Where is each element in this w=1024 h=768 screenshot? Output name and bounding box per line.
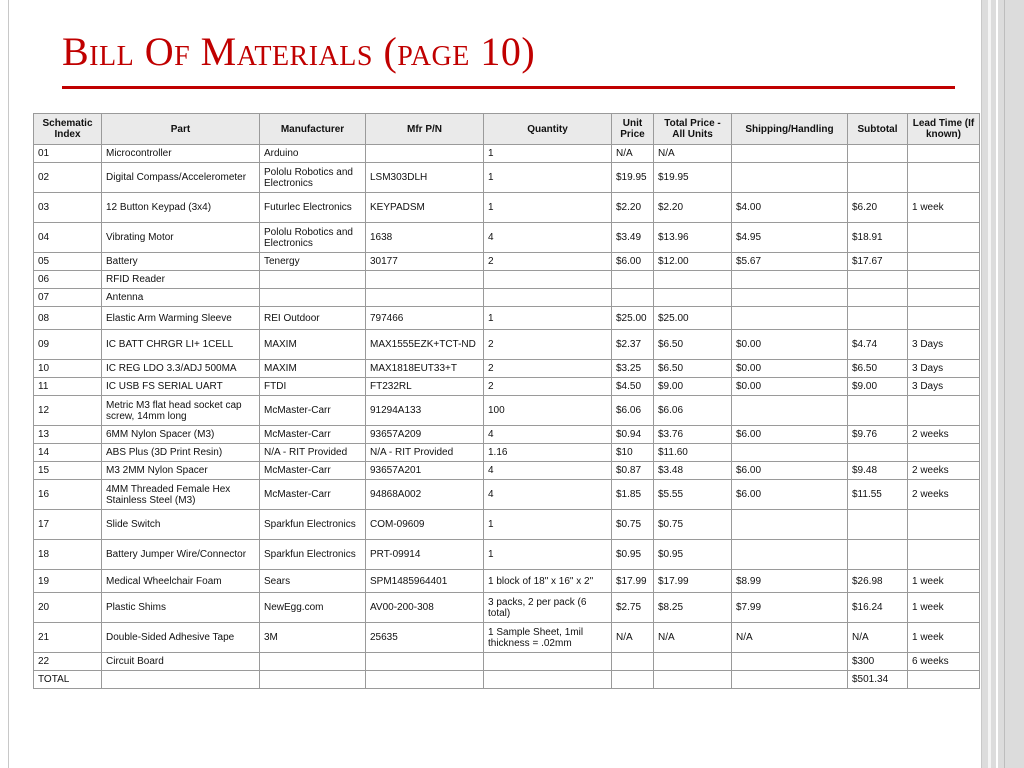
table-cell [732, 163, 848, 193]
table-cell [848, 145, 908, 163]
table-cell: $9.76 [848, 426, 908, 444]
table-cell: MAX1818EUT33+T [366, 360, 484, 378]
table-cell: 6MM Nylon Spacer (M3) [102, 426, 260, 444]
table-row [34, 360, 980, 378]
table-cell: $25.00 [654, 307, 732, 330]
table-row [34, 253, 980, 271]
table-cell [732, 444, 848, 462]
table-cell [908, 307, 980, 330]
table-cell: $3.48 [654, 462, 732, 480]
table-cell: Battery Jumper Wire/Connector [102, 540, 260, 570]
table-cell: $9.48 [848, 462, 908, 480]
table-cell: Metric M3 flat head socket cap screw, 14mm long [102, 396, 260, 426]
table-cell: $6.06 [654, 396, 732, 426]
table-cell: SPM1485964401 [366, 570, 484, 593]
table-cell: 797466 [366, 307, 484, 330]
table-row [34, 653, 980, 671]
table-cell: 1 week [908, 593, 980, 623]
table-cell [102, 671, 260, 689]
table-cell: FTDI [260, 378, 366, 396]
table-cell: $4.95 [732, 223, 848, 253]
table-cell: $25.00 [612, 307, 654, 330]
table-cell: $19.95 [654, 163, 732, 193]
table-row [34, 593, 980, 623]
table-cell [732, 510, 848, 540]
column-header: Subtotal [848, 114, 908, 145]
table-cell: 93657A209 [366, 426, 484, 444]
table-cell: 11 [34, 378, 102, 396]
table-cell: 4 [484, 223, 612, 253]
table-cell: 4 [484, 426, 612, 444]
table-cell: 91294A133 [366, 396, 484, 426]
table-row [34, 289, 980, 307]
table-cell: $2.20 [612, 193, 654, 223]
table-cell [908, 223, 980, 253]
table-row [34, 163, 980, 193]
table-cell: 3 Days [908, 378, 980, 396]
table-cell: Pololu Robotics and Electronics [260, 223, 366, 253]
table-cell: 25635 [366, 623, 484, 653]
table-cell: ABS Plus (3D Print Resin) [102, 444, 260, 462]
table-cell [366, 671, 484, 689]
table-cell [732, 289, 848, 307]
table-cell: $19.95 [612, 163, 654, 193]
table-cell: Tenergy [260, 253, 366, 271]
table-cell [260, 653, 366, 671]
table-cell: 2 [484, 253, 612, 271]
table-cell: 30177 [366, 253, 484, 271]
table-cell: $300 [848, 653, 908, 671]
table-cell [848, 396, 908, 426]
table-cell [654, 289, 732, 307]
column-header: Schematic Index [34, 114, 102, 145]
table-row [34, 145, 980, 163]
table-row [34, 462, 980, 480]
table-cell [260, 671, 366, 689]
table-cell: 2 weeks [908, 480, 980, 510]
table-cell: $5.67 [732, 253, 848, 271]
table-cell: 20 [34, 593, 102, 623]
table-cell [908, 540, 980, 570]
table-cell: $3.25 [612, 360, 654, 378]
table-cell: $17.99 [654, 570, 732, 593]
table-cell: N/A [654, 623, 732, 653]
table-cell: 100 [484, 396, 612, 426]
table-cell [484, 671, 612, 689]
table-cell: $0.75 [654, 510, 732, 540]
table-cell: $0.00 [732, 378, 848, 396]
table-cell [654, 653, 732, 671]
table-cell: Microcontroller [102, 145, 260, 163]
table-cell: NewEgg.com [260, 593, 366, 623]
table-cell: 10 [34, 360, 102, 378]
table-cell: 19 [34, 570, 102, 593]
table-row [34, 444, 980, 462]
table-cell: $6.00 [732, 480, 848, 510]
table-cell: 12 Button Keypad (3x4) [102, 193, 260, 223]
table-cell: 1.16 [484, 444, 612, 462]
table-cell: McMaster-Carr [260, 480, 366, 510]
table-cell: TOTAL [34, 671, 102, 689]
table-cell: IC USB FS SERIAL UART [102, 378, 260, 396]
table-cell [848, 444, 908, 462]
table-cell [654, 271, 732, 289]
table-cell: 18 [34, 540, 102, 570]
table-cell: $26.98 [848, 570, 908, 593]
table-cell [484, 271, 612, 289]
table-cell [908, 396, 980, 426]
table-cell: Arduino [260, 145, 366, 163]
table-cell: N/A [732, 623, 848, 653]
table-cell: $8.99 [732, 570, 848, 593]
table-cell: LSM303DLH [366, 163, 484, 193]
table-cell: 2 [484, 330, 612, 360]
table-cell: $9.00 [654, 378, 732, 396]
table-cell [366, 289, 484, 307]
table-row [34, 330, 980, 360]
table-cell: Sears [260, 570, 366, 593]
table-cell: 1 [484, 145, 612, 163]
table-cell: $2.75 [612, 593, 654, 623]
table-cell: 2 weeks [908, 426, 980, 444]
table-cell [732, 145, 848, 163]
table-cell: IC BATT CHRGR LI+ 1CELL [102, 330, 260, 360]
table-cell: Digital Compass/Accelerometer [102, 163, 260, 193]
table-cell: $0.87 [612, 462, 654, 480]
table-cell: 16 [34, 480, 102, 510]
table-row [34, 570, 980, 593]
table-cell: 3M [260, 623, 366, 653]
table-cell [484, 289, 612, 307]
table-cell: $13.96 [654, 223, 732, 253]
bill-of-materials-table [33, 113, 980, 689]
table-cell: 14 [34, 444, 102, 462]
table-row [34, 378, 980, 396]
table-cell: McMaster-Carr [260, 426, 366, 444]
table-cell: $9.00 [848, 378, 908, 396]
table-cell [612, 653, 654, 671]
table-cell: N/A [654, 145, 732, 163]
table-cell: $1.85 [612, 480, 654, 510]
table-cell: 03 [34, 193, 102, 223]
table-cell: N/A [612, 145, 654, 163]
table-cell [908, 163, 980, 193]
table-cell [732, 307, 848, 330]
column-header: Manufacturer [260, 114, 366, 145]
table-cell: $6.06 [612, 396, 654, 426]
column-header: Part [102, 114, 260, 145]
page-title: Bill Of Materials (page 10) [62, 29, 536, 74]
table-cell: $6.50 [848, 360, 908, 378]
table-cell: COM-09609 [366, 510, 484, 540]
table-cell: $0.95 [654, 540, 732, 570]
column-header: Unit Price [612, 114, 654, 145]
table-cell: $11.60 [654, 444, 732, 462]
column-header: Total Price - All Units [654, 114, 732, 145]
table-cell: 07 [34, 289, 102, 307]
table-cell [612, 271, 654, 289]
table-header-row [34, 114, 980, 145]
table-row [34, 623, 980, 653]
table-cell: $6.20 [848, 193, 908, 223]
table-cell [260, 271, 366, 289]
table-cell [612, 671, 654, 689]
table-cell: Vibrating Motor [102, 223, 260, 253]
table-row [34, 540, 980, 570]
table-cell: $0.00 [732, 330, 848, 360]
table-cell: 17 [34, 510, 102, 540]
table-cell: 13 [34, 426, 102, 444]
table-cell: $10 [612, 444, 654, 462]
table-cell [908, 289, 980, 307]
table-body [34, 145, 980, 689]
table-cell [260, 289, 366, 307]
table-cell: Elastic Arm Warming Sleeve [102, 307, 260, 330]
table-cell: Plastic Shims [102, 593, 260, 623]
table-cell: 1 block of 18" x 16" x 2" [484, 570, 612, 593]
table-cell [732, 396, 848, 426]
table-row [34, 396, 980, 426]
table-cell: $0.94 [612, 426, 654, 444]
table-cell: 08 [34, 307, 102, 330]
table-row [34, 426, 980, 444]
table-cell: $6.50 [654, 330, 732, 360]
table-cell: Battery [102, 253, 260, 271]
table-cell: Futurlec Electronics [260, 193, 366, 223]
table-cell: 4 [484, 462, 612, 480]
table-cell: 06 [34, 271, 102, 289]
table-cell: 1 [484, 163, 612, 193]
table-cell: 1 [484, 510, 612, 540]
table-cell: McMaster-Carr [260, 462, 366, 480]
table-cell: N/A - RIT Provided [260, 444, 366, 462]
table-cell: Medical Wheelchair Foam [102, 570, 260, 593]
table-cell: $0.75 [612, 510, 654, 540]
table-cell: $6.00 [612, 253, 654, 271]
table-cell: PRT-09914 [366, 540, 484, 570]
table-cell: $501.34 [848, 671, 908, 689]
table-cell: M3 2MM Nylon Spacer [102, 462, 260, 480]
table-cell [366, 653, 484, 671]
table-cell: 4 [484, 480, 612, 510]
table-cell: 3 Days [908, 330, 980, 360]
table-cell: AV00-200-308 [366, 593, 484, 623]
table-cell [732, 671, 848, 689]
table-cell: 09 [34, 330, 102, 360]
table-cell: KEYPADSM [366, 193, 484, 223]
table-cell: FT232RL [366, 378, 484, 396]
column-header: Quantity [484, 114, 612, 145]
table-cell: $3.76 [654, 426, 732, 444]
table-row [34, 510, 980, 540]
table-cell [732, 271, 848, 289]
table-cell: 04 [34, 223, 102, 253]
table-cell [908, 145, 980, 163]
table-cell: 1 [484, 307, 612, 330]
table-row [34, 271, 980, 289]
table-cell: 1 [484, 540, 612, 570]
table-cell [848, 510, 908, 540]
table-cell: $7.99 [732, 593, 848, 623]
table-cell: Pololu Robotics and Electronics [260, 163, 366, 193]
table-cell [848, 540, 908, 570]
table-cell: $4.74 [848, 330, 908, 360]
table-cell: $6.00 [732, 462, 848, 480]
table-cell [908, 271, 980, 289]
table-cell: $12.00 [654, 253, 732, 271]
table-cell: 2 weeks [908, 462, 980, 480]
table-cell [732, 653, 848, 671]
table-cell: IC REG LDO 3.3/ADJ 500MA [102, 360, 260, 378]
column-header: Shipping/Handling [732, 114, 848, 145]
table-row [34, 307, 980, 330]
title-underline [62, 86, 955, 89]
table-cell: $2.20 [654, 193, 732, 223]
table-cell [848, 289, 908, 307]
table-cell: 01 [34, 145, 102, 163]
table-cell [732, 540, 848, 570]
table-cell [908, 444, 980, 462]
table-cell: 15 [34, 462, 102, 480]
table-cell: 02 [34, 163, 102, 193]
table-cell: 3 Days [908, 360, 980, 378]
table-cell: N/A [848, 623, 908, 653]
table-cell: MAXIM [260, 330, 366, 360]
table-cell: McMaster-Carr [260, 396, 366, 426]
table-cell: 93657A201 [366, 462, 484, 480]
table-cell: $5.55 [654, 480, 732, 510]
table-cell [908, 671, 980, 689]
table-cell: 2 [484, 360, 612, 378]
table-cell: 4MM Threaded Female Hex Stainless Steel (M3) [102, 480, 260, 510]
table-row [34, 671, 980, 689]
table-cell [848, 271, 908, 289]
table-cell: N/A [612, 623, 654, 653]
table-cell: Sparkfun Electronics [260, 540, 366, 570]
table-cell: $6.50 [654, 360, 732, 378]
table-cell: REI Outdoor [260, 307, 366, 330]
table-cell [484, 653, 612, 671]
table-cell: 1 week [908, 623, 980, 653]
table-cell [654, 671, 732, 689]
table-row [34, 480, 980, 510]
table-cell: 1 Sample Sheet, 1mil thickness = .02mm [484, 623, 612, 653]
table-cell: RFID Reader [102, 271, 260, 289]
table-cell [366, 145, 484, 163]
column-header: Lead Time (If known) [908, 114, 980, 145]
table-cell: 1 week [908, 193, 980, 223]
table-cell: $17.99 [612, 570, 654, 593]
table-cell [848, 307, 908, 330]
table-cell [908, 253, 980, 271]
table-cell: Sparkfun Electronics [260, 510, 366, 540]
table-cell: $18.91 [848, 223, 908, 253]
table-cell: N/A - RIT Provided [366, 444, 484, 462]
table-cell: 1638 [366, 223, 484, 253]
table-cell: $0.95 [612, 540, 654, 570]
table-cell: $11.55 [848, 480, 908, 510]
table-cell: $0.00 [732, 360, 848, 378]
table-cell: $17.67 [848, 253, 908, 271]
column-header: Mfr P/N [366, 114, 484, 145]
table-cell [848, 163, 908, 193]
table-cell: $4.00 [732, 193, 848, 223]
table-row [34, 193, 980, 223]
table-cell: MAXIM [260, 360, 366, 378]
table-cell: $2.37 [612, 330, 654, 360]
table-cell: $4.50 [612, 378, 654, 396]
table-cell: 1 [484, 193, 612, 223]
table-cell: Circuit Board [102, 653, 260, 671]
table-cell: 3 packs, 2 per pack (6 total) [484, 593, 612, 623]
table-cell: 2 [484, 378, 612, 396]
table-cell: MAX1555EZK+TCT-ND [366, 330, 484, 360]
table-cell [366, 271, 484, 289]
slide-edge-strip [982, 0, 1024, 768]
table-cell: Double-Sided Adhesive Tape [102, 623, 260, 653]
table-cell [612, 289, 654, 307]
table-cell: Slide Switch [102, 510, 260, 540]
table-cell: 21 [34, 623, 102, 653]
table-cell: 6 weeks [908, 653, 980, 671]
table-cell: 1 week [908, 570, 980, 593]
table-cell: 22 [34, 653, 102, 671]
table-cell: 05 [34, 253, 102, 271]
table-row [34, 223, 980, 253]
table-cell: $3.49 [612, 223, 654, 253]
table-cell: $6.00 [732, 426, 848, 444]
table-cell: 94868A002 [366, 480, 484, 510]
table-cell: Antenna [102, 289, 260, 307]
table-cell [908, 510, 980, 540]
table-cell: $8.25 [654, 593, 732, 623]
table-cell: $16.24 [848, 593, 908, 623]
table-cell: 12 [34, 396, 102, 426]
